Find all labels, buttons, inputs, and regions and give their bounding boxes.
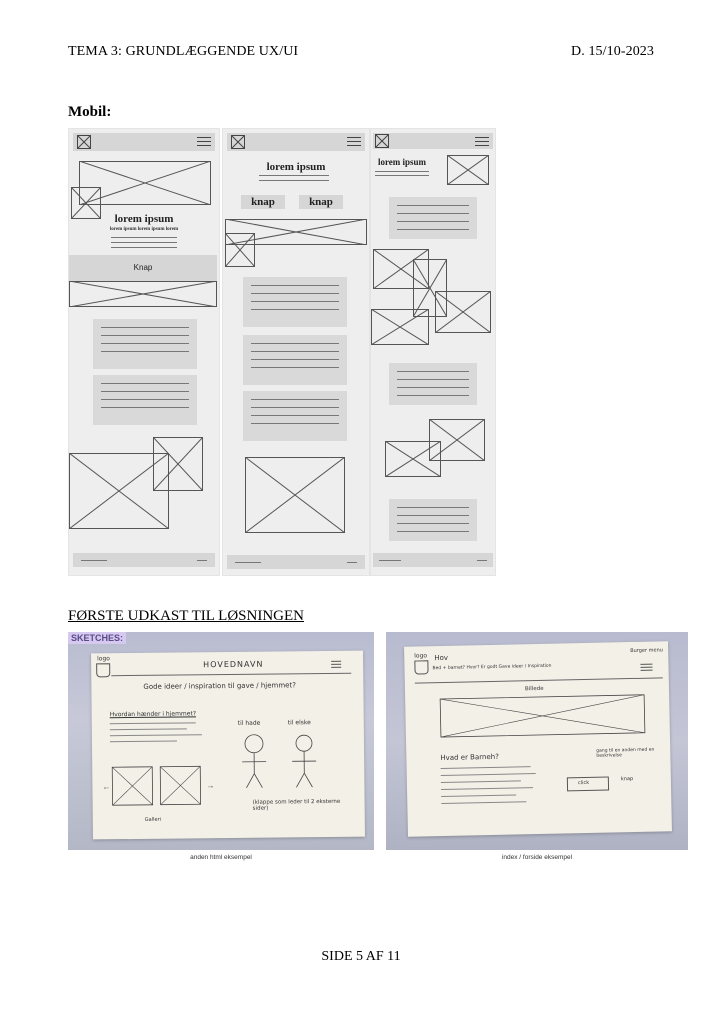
sketch-text-scribble (441, 766, 542, 804)
wireframe-footer-bar (373, 553, 493, 567)
image-placeholder (435, 291, 491, 333)
text-card-placeholder (243, 335, 347, 385)
sketch-caption-left: anden html eksempel (190, 854, 252, 861)
sketch-knap-note: gang til en anden med en beskrivelse (596, 747, 655, 759)
wireframe-knap-button: Knap (69, 255, 217, 281)
section-title: FØRSTE UDKAST TIL LØSNINGEN (68, 608, 304, 624)
image-placeholder (225, 233, 255, 267)
text-card-placeholder (243, 277, 347, 327)
sketch-question: Hvad er Barneh? (440, 752, 499, 763)
wireframe-knap-right: knap (299, 195, 343, 209)
sketch-billede-label: Billede (524, 685, 544, 693)
logo-placeholder-icon (375, 134, 389, 148)
sketch-question: Hvordan hænder i hjemmet? (109, 710, 197, 719)
wireframe-nav-bar (373, 133, 493, 149)
sketch-paper-left (91, 651, 365, 840)
sketch-caption-right: index / forside eksempel (501, 854, 573, 861)
sketch-photo-right (386, 632, 688, 850)
hamburger-menu-icon (347, 137, 361, 146)
logo-placeholder-icon (77, 135, 91, 149)
sketch-galleri: Galleri (144, 816, 162, 823)
sketch-header-line (415, 677, 663, 683)
sketch-label-elske: til elske (287, 719, 311, 727)
sketch-burger-label: Burger menu (630, 647, 663, 655)
image-placeholder (245, 457, 345, 533)
sketch-header-line (111, 673, 351, 677)
text-card-placeholder (389, 363, 477, 405)
sketch-note: (klappe som leder til 2 eksterne sider) (252, 798, 341, 812)
hamburger-menu-icon (331, 661, 341, 668)
wireframe-nav-bar (227, 133, 365, 151)
page-number: SIDE 5 AF 11 (321, 949, 401, 964)
image-placeholder (153, 437, 203, 491)
text-lines-placeholder (111, 237, 177, 252)
wireframe-footer-bar (73, 553, 215, 567)
text-card-placeholder (389, 197, 477, 239)
wireframe-title: lorem ipsum (377, 157, 427, 167)
sketch-photo-left (68, 632, 374, 850)
text-lines-placeholder (259, 175, 329, 185)
logo-placeholder-icon (231, 135, 245, 149)
image-placeholder (447, 155, 489, 185)
gallery-drawing (102, 764, 222, 809)
sketch-nav-sub: Bed + barnet? Hvor? Er godt Gave ideer / Inspiration (432, 663, 552, 672)
wireframe-panel-2 (222, 128, 370, 576)
wireframe-knap-left: knap (241, 195, 285, 209)
mobile-wireframes-image (68, 128, 496, 576)
sketch-paper-right (404, 641, 672, 836)
wireframe-title: lorem ipsum (114, 213, 174, 225)
sketches-tag: SKETCHES: (68, 632, 126, 644)
sketch-logo-label: logo (414, 652, 428, 660)
wireframe-subtitle: lorem ipsum lorem ipsum lorem (109, 227, 179, 232)
image-placeholder (385, 441, 441, 477)
sketch-label-hade: til hade (237, 719, 261, 727)
svg-text:→: → (206, 781, 215, 791)
image-placeholder (371, 309, 429, 345)
sketch-heading: HOVEDNAVN (203, 659, 264, 670)
sketch-nav: Hov (434, 653, 449, 663)
stick-figures-drawing (232, 731, 333, 792)
sketches-image (68, 632, 688, 868)
text-lines-placeholder (375, 171, 429, 179)
wireframe-panel-1 (68, 128, 220, 576)
wireframe-nav-bar (73, 133, 215, 151)
wireframe-footer-bar (227, 555, 365, 569)
text-card-placeholder (93, 375, 197, 425)
sketch-subtitle: Gode ideer / inspiration til gave / hjemmet? (143, 681, 296, 691)
hamburger-menu-icon (475, 137, 489, 146)
wireframe-panel-3 (370, 128, 496, 576)
image-placeholder (69, 281, 217, 307)
mobil-heading: Mobil: (68, 104, 112, 120)
hamburger-menu-icon (640, 664, 652, 671)
text-card-placeholder (389, 499, 477, 541)
logo-cup-icon (96, 663, 110, 677)
svg-text:←: ← (102, 782, 111, 792)
hamburger-menu-icon (197, 137, 211, 146)
logo-cup-icon (414, 660, 428, 674)
sketch-text-scribble (110, 722, 206, 742)
hero-image-drawing (439, 694, 646, 738)
text-card-placeholder (243, 391, 347, 441)
wireframe-title: lorem ipsum (266, 161, 326, 173)
sketch-logo-label: logo (97, 655, 110, 663)
sketch-click-button (567, 777, 609, 792)
sketch-knap-label: knap (620, 776, 634, 783)
sketch-click-label: click (577, 779, 590, 787)
document-header-title: TEMA 3: GRUNDLÆGGENDE UX/UI (68, 44, 299, 59)
text-card-placeholder (93, 319, 197, 369)
document-header-date: D. 15/10-2023 (571, 44, 654, 59)
